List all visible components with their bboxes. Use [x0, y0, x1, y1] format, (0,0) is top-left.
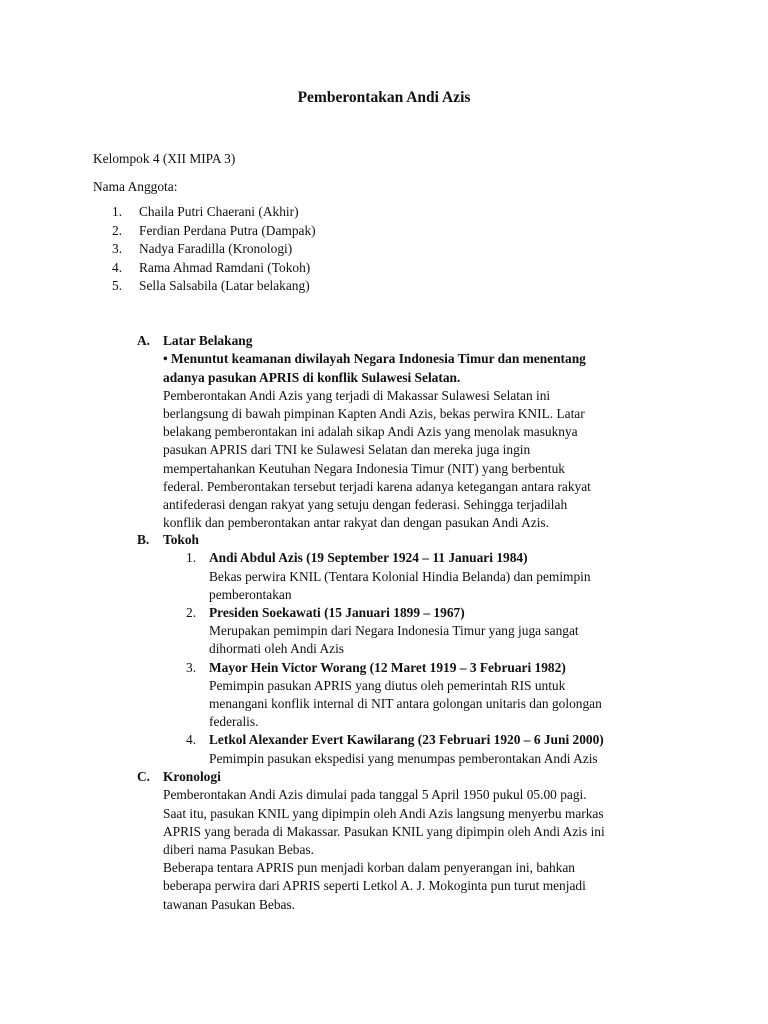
section-latar-belakang — [137, 332, 683, 532]
paragraph-line: konflik dan pemberontakan antar rakyat dan dengan pasukan Andi Azis. — [163, 515, 549, 531]
description-line: Merupakan pemimpin dari Negara Indonesia Timur yang juga sangat — [209, 623, 579, 639]
member-number: 2. — [112, 222, 123, 238]
paragraph-line: federal. Pemberontakan tersebut terjadi karena adanya ketegangan antara rakyat — [163, 478, 591, 494]
paragraph-line: antifederasi dengan rakyat yang setuju dengan federasi. Sehingga terjadilah — [163, 496, 568, 512]
figure-item — [186, 659, 674, 732]
section-title: Latar Belakang — [163, 333, 253, 348]
figure-name: Andi Abdul Azis (19 September 1924 – 11 Januari 1984) — [209, 550, 528, 566]
section-kronologi — [137, 768, 683, 914]
figure-description — [209, 750, 674, 768]
description-line: Pemimpin pasukan ekspedisi yang menumpas pemberontakan Andi Azis — [209, 750, 598, 766]
figure-name: Mayor Hein Victor Worang (12 Maret 1919 – 3 Februari 1982) — [209, 659, 566, 675]
member-name: Rama Ahmad Ramdani (Tokoh) — [139, 259, 311, 275]
section-heading — [137, 332, 683, 350]
member-name: Nadya Faradilla (Kronologi) — [139, 241, 293, 257]
figure-description — [209, 622, 674, 658]
member-number: 1. — [112, 204, 123, 219]
members-label: Nama Anggota: — [93, 179, 178, 194]
member-name: Ferdian Perdana Putra (Dampak) — [139, 222, 316, 238]
paragraph-line: Saat itu, pasukan KNIL yang dipimpin oleh Andi Azis langsung menyerbu markas — [163, 805, 604, 821]
figure-number: 4. — [186, 732, 197, 748]
figure-description — [209, 568, 674, 604]
member-name: Chaila Putri Chaerani (Akhir) — [139, 204, 299, 219]
figure-description — [209, 677, 674, 732]
group-label: Kelompok 4 (XII MIPA 3) — [93, 151, 236, 166]
figure-number: 2. — [186, 604, 197, 620]
document-title: Pemberontakan Andi Azis — [297, 89, 471, 106]
member-number: 4. — [112, 259, 123, 275]
paragraph-line: berlangsung di bawah pimpinan Kapten Andi Azis, bekas perwira KNIL. Latar — [163, 405, 585, 421]
section-letter: C. — [137, 769, 151, 784]
section-tokoh — [137, 531, 674, 768]
member-number: 3. — [112, 241, 123, 257]
bullet-line: adanya pasukan APRIS di konflik Sulawesi Selatan. — [163, 369, 461, 385]
paragraph-line: APRIS yang berada di Makassar. Pasukan KNIL yang dipimpin oleh Andi Azis ini — [163, 823, 605, 839]
description-line: dihormati oleh Andi Azis — [209, 641, 345, 657]
section-body — [163, 350, 683, 532]
paragraph-line: tawanan Pasukan Bebas. — [163, 896, 296, 912]
figure-item — [186, 604, 674, 659]
section-heading — [137, 768, 683, 786]
paragraph-line: belakang pemberontakan ini adalah sikap Andi Azis yang menolak masuknya — [163, 424, 578, 440]
member-number: 5. — [112, 278, 123, 294]
figure-name: Presiden Soekawati (15 Januari 1899 – 1967) — [209, 604, 465, 620]
paragraph-line: beberapa perwira dari APRIS seperti Letkol A. J. Mokoginta pun turut menjadi — [163, 878, 586, 894]
section-title: Kronologi — [163, 769, 221, 784]
paragraph-line: Pemberontakan Andi Azis yang terjadi di Makassar Sulawesi Selatan ini — [163, 387, 551, 403]
bullet-line: • Menuntut keamanan diwilayah Negara Indonesia Timur dan menentang — [163, 351, 586, 367]
figures-list — [186, 549, 674, 767]
paragraph-line: mempertahankan Keutuhan Negara Indonesia Timur (NIT) yang berbentuk — [163, 460, 565, 476]
section-heading — [137, 531, 674, 549]
description-line: Pemimpin pasukan APRIS yang diutus oleh pemerintah RIS untuk — [209, 677, 566, 693]
paragraph-line: pasukan APRIS dari TNI ke Sulawesi Selatan dan mereka juga ingin — [163, 442, 531, 458]
paragraph-line: Beberapa tentara APRIS pun menjadi korban dalam penyerangan ini, bahkan — [163, 860, 576, 876]
paragraph-line: Pemberontakan Andi Azis dimulai pada tanggal 5 April 1950 pukul 05.00 pagi. — [163, 787, 587, 803]
figure-item — [186, 549, 674, 604]
figure-number: 1. — [186, 550, 197, 566]
figure-number: 3. — [186, 659, 197, 675]
description-line: Bekas perwira KNIL (Tentara Kolonial Hindia Belanda) dan pemimpin — [209, 568, 591, 584]
description-line: pemberontakan — [209, 586, 292, 602]
figure-name: Letkol Alexander Evert Kawilarang (23 Februari 1920 – 6 Juni 2000) — [209, 732, 604, 748]
section-title: Tokoh — [163, 532, 199, 547]
figure-item — [186, 731, 674, 767]
description-line: menangani konflik internal di NIT antara golongan unitaris dan golongan — [209, 695, 602, 711]
member-name: Sella Salsabila (Latar belakang) — [139, 278, 310, 294]
section-letter: B. — [137, 532, 150, 547]
paragraph-line: diberi nama Pasukan Bebas. — [163, 841, 314, 857]
description-line: federalis. — [209, 714, 259, 730]
section-body — [163, 786, 683, 913]
section-letter: A. — [137, 333, 151, 348]
